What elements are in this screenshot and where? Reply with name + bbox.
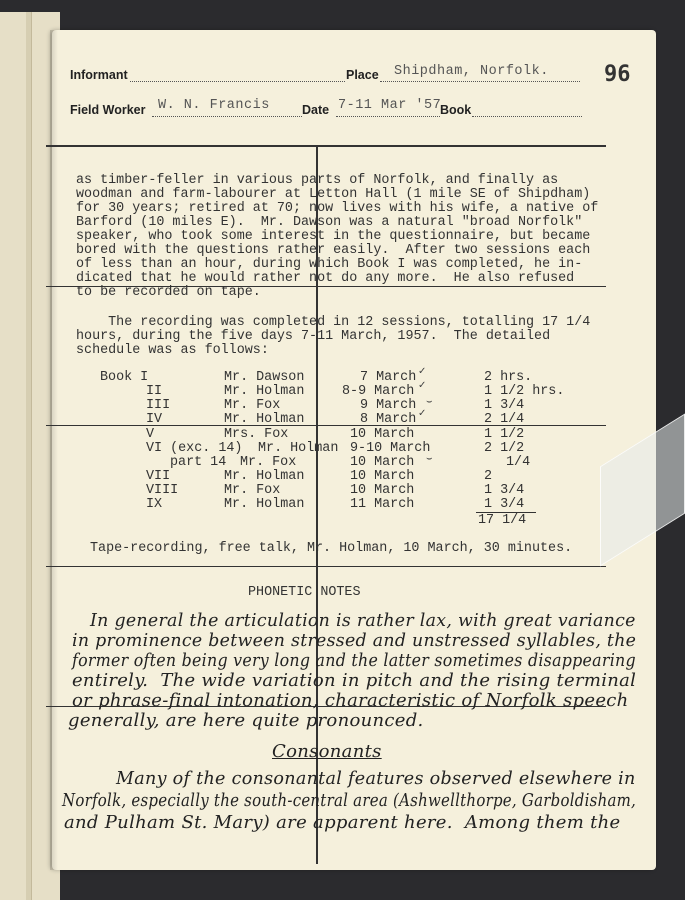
check-mark-icon: ✓: [418, 408, 427, 419]
schedule-book: VII: [146, 469, 171, 484]
informant-label: Informant: [70, 68, 128, 82]
biography-line: woodman and farm-labourer at Letton Hall (1 mile SE of Shipdham): [76, 187, 591, 202]
rule-before-phonetic: [46, 566, 606, 567]
schedule-speaker: Mr. Holman: [224, 497, 305, 512]
date-label: Date: [302, 103, 330, 117]
schedule-date: 10 March: [350, 483, 415, 498]
schedule-date: 8 March: [360, 412, 417, 427]
field-worker-value: W. N. Francis: [158, 98, 270, 113]
biography-line: Barford (10 miles E). Mr. Dawson was a natural "broad Norfolk": [76, 215, 583, 230]
schedule-speaker: Mr. Holman: [224, 469, 305, 484]
page-number: 96: [604, 62, 631, 87]
schedule-hours: 1 1/2: [484, 427, 525, 442]
handwritten-line: in prominence between stressed and unstressed syllables, the: [72, 630, 637, 651]
schedule-date: 9-10 March: [350, 441, 431, 456]
handwritten-line: Many of the consonantal features observed elsewhere in: [116, 768, 636, 789]
schedule-hours: 1/4: [506, 455, 531, 470]
schedule-book: III: [146, 398, 171, 413]
biography-line: for 30 years; retired at 70; now lives with his wife, a native of: [76, 201, 599, 216]
biography-line: bored with the questions rather easily. After two sessions each: [76, 243, 591, 258]
schedule-speaker: Mrs. Fox: [224, 427, 289, 442]
schedule-book: II: [146, 384, 163, 399]
schedule-speaker: Mr. Fox: [240, 455, 297, 470]
schedule-date: 9 March: [360, 398, 417, 413]
schedule-book: IV: [146, 412, 163, 427]
recording-line: schedule was as follows:: [76, 343, 269, 358]
biography-line: as timber-feller in various parts of Norfolk, and finally as: [76, 173, 559, 188]
phonetic-notes-heading: PHONETIC NOTES: [248, 585, 361, 600]
handwritten-line: generally, are here quite pronounced.: [68, 710, 424, 731]
date-line: [336, 116, 440, 117]
schedule-date: 10 March: [350, 427, 415, 442]
schedule-book: IX: [146, 497, 163, 512]
place-line: [380, 81, 580, 82]
binding-shadow: [50, 30, 58, 870]
recording-line: The recording was completed in 12 sessions, totalling 17 1/4: [76, 315, 591, 330]
schedule-speaker: Mr. Fox: [224, 483, 281, 498]
schedule-date: 7 March: [360, 370, 417, 385]
check-mark-icon: ✓: [418, 366, 427, 377]
schedule-total: 17 1/4: [478, 513, 527, 528]
consonants-heading: Consonants: [272, 741, 382, 762]
biography-line: of less than an hour, during which Book I was completed, he in-: [76, 257, 583, 272]
book-label: Book: [440, 103, 472, 117]
handwritten-line: In general the articulation is rather lax, with great variance: [90, 610, 636, 631]
handwritten-line: and Pulham St. Mary) are apparent here. Among them the: [64, 812, 621, 833]
handwritten-line: or phrase-final intonation, characteristic of Norfolk speech: [72, 690, 629, 711]
handwritten-line: former often being very long and the latter sometimes disappearing: [72, 650, 636, 671]
schedule-speaker: Mr. Holman: [224, 384, 305, 399]
schedule-hours: 2 1/2: [484, 441, 525, 456]
check-mark-icon: ⌣: [426, 396, 433, 407]
book-line: [472, 116, 582, 117]
informant-line: [130, 81, 345, 82]
field-worker-label: Field Worker: [70, 103, 146, 117]
handwritten-line: Norfolk, especially the south-central area (Ashwellthorpe, Garboldisham,: [62, 790, 637, 811]
schedule-hours: 1 3/4: [484, 483, 525, 498]
schedule-date: 10 March: [350, 455, 415, 470]
place-value: Shipdham, Norfolk.: [394, 64, 549, 79]
recording-line: hours, during the five days 7-11 March, 1957. The detailed: [76, 329, 551, 344]
field-worker-line: [152, 116, 302, 117]
check-mark-icon: ⌣: [426, 453, 433, 464]
date-value: 7-11 Mar '57: [338, 98, 442, 113]
schedule-book: part 14: [170, 455, 227, 470]
biography-line: speaker, who took some interest in the questionnaire, but became: [76, 229, 591, 244]
biography-line: to be recorded on tape.: [76, 285, 261, 300]
schedule-hours: 2 1/4: [484, 412, 525, 427]
place-label: Place: [346, 68, 379, 82]
schedule-date: 10 March: [350, 469, 415, 484]
handwritten-line: entirely. The wide variation in pitch and the rising terminal: [72, 670, 637, 691]
schedule-hours: 2: [484, 469, 493, 484]
schedule-date: 8-9 March: [342, 384, 415, 399]
tape-recording-note: Tape-recording, free talk, Mr. Holman, 10 March, 30 minutes.: [90, 541, 573, 556]
schedule-hours: 1 3/4: [484, 497, 525, 512]
schedule-hours: 1 3/4: [484, 398, 525, 413]
check-mark-icon: ✓: [418, 380, 427, 391]
schedule-speaker: Mr. Holman: [224, 412, 305, 427]
schedule-book: V: [146, 427, 155, 442]
schedule-speaker: Mr. Dawson: [224, 370, 305, 385]
schedule-speaker: Mr. Fox: [224, 398, 281, 413]
schedule-hours: 1 1/2 hrs.: [484, 384, 565, 399]
schedule-hours: 2 hrs.: [484, 370, 533, 385]
schedule-date: 11 March: [350, 497, 415, 512]
top-rule: [46, 145, 606, 147]
schedule-book: Book I: [100, 370, 149, 385]
schedule-book: VIII: [146, 483, 179, 498]
underlying-page-edge: [26, 12, 32, 900]
schedule-book: VI (exc. 14): [146, 441, 243, 456]
schedule-speaker: Mr. Holman: [258, 441, 339, 456]
biography-line: dicated that he would rather not do any more. He also refused: [76, 271, 575, 286]
